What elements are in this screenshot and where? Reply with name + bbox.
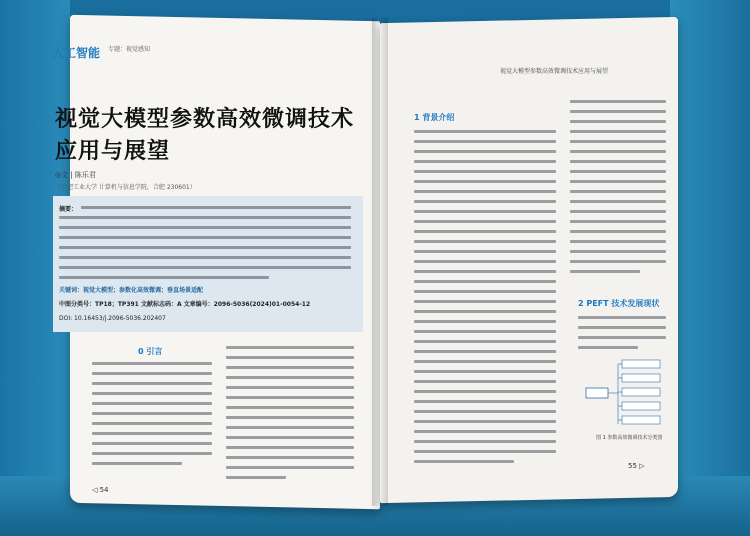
body-text-line (226, 446, 354, 449)
body-text-line (414, 250, 556, 253)
body-text-line (578, 326, 666, 329)
body-text-line (414, 130, 556, 133)
body-text-line (414, 360, 556, 363)
body-text-line (414, 210, 556, 213)
body-text-line (414, 240, 556, 243)
body-text-line (570, 150, 666, 153)
diagram-branch-box (622, 360, 660, 368)
body-text-line (570, 260, 666, 263)
doi: DOI: 10.16453/j.2096-5036.202407 (59, 315, 166, 322)
body-text-line (570, 110, 666, 113)
body-text-line (570, 190, 666, 193)
diagram-branch-box (622, 416, 660, 424)
body-text-line (570, 170, 666, 173)
abstract-text-line (59, 256, 351, 259)
body-text-line (414, 300, 556, 303)
body-text-line (414, 140, 556, 143)
page-number-left: ◁ 54 (92, 486, 109, 494)
body-text-line (226, 416, 354, 419)
body-text-line (92, 422, 212, 425)
body-text-line (414, 230, 556, 233)
body-text-line (414, 350, 556, 353)
body-text-line (414, 440, 556, 443)
abstract-text-line (59, 246, 351, 249)
body-text-line (226, 466, 354, 469)
body-text-line (226, 386, 354, 389)
body-text-line (414, 160, 556, 163)
body-text-line (414, 380, 556, 383)
article-title-line1: 视觉大模型参数高效微调技术 (55, 107, 355, 132)
abstract-text-line (59, 276, 269, 279)
body-text-line (226, 406, 354, 409)
diagram-branch-box (622, 374, 660, 382)
abstract-text-line (59, 216, 351, 219)
body-text-line (570, 270, 640, 273)
section-heading-peft: 2 PEFT 技术发展现状 (578, 299, 660, 308)
body-text-line (578, 336, 666, 339)
section-heading-background: 1 背景介绍 (414, 113, 455, 122)
diagram-branch-box (622, 388, 660, 396)
classification: 中图分类号：TP18；TP391 文献标志码：A 文章编号：2096-5036(2024)01-0054-12 (59, 301, 311, 308)
body-text-line (414, 150, 556, 153)
body-text-line (570, 100, 666, 103)
body-text-line (414, 390, 556, 393)
body-text-line (570, 240, 666, 243)
body-text-line (414, 400, 556, 403)
body-text-line (414, 340, 556, 343)
abstract-text-line (59, 236, 351, 239)
body-text-line (570, 120, 666, 123)
body-text-line (570, 230, 666, 233)
background-right (670, 0, 750, 536)
classification-diagram (584, 358, 664, 430)
body-text-line (570, 220, 666, 223)
body-text-line (226, 456, 354, 459)
body-text-line (414, 370, 556, 373)
body-text-line (92, 442, 212, 445)
body-text-line (226, 376, 354, 379)
body-text-line (92, 402, 212, 405)
body-text-line (226, 346, 354, 349)
body-text-line (414, 320, 556, 323)
body-text-line (92, 432, 212, 435)
abstract-box (53, 196, 363, 332)
article-title-line2: 应用与展望 (55, 139, 171, 164)
body-text-line (226, 436, 354, 439)
body-text-line (92, 452, 212, 455)
diagram-root-box (586, 388, 608, 398)
body-text-line (414, 430, 556, 433)
body-text-line (92, 372, 212, 375)
abstract-text-line (81, 206, 351, 209)
body-text-line (578, 346, 638, 349)
body-text-line (570, 250, 666, 253)
body-text-line (414, 330, 556, 333)
running-header-right: 视觉大模型参数高效微调技术应用与展望 (500, 68, 609, 75)
body-text-line (92, 462, 182, 465)
page-number-right: 55 ▷ (628, 462, 645, 470)
body-text-line (570, 160, 666, 163)
header-logo: 人工智能 (52, 46, 101, 60)
affiliation: （合肥工业大学 计算机与信息学院，合肥 230601） (55, 184, 196, 191)
book-spine (372, 18, 388, 506)
body-text-line (414, 270, 556, 273)
body-text-line (414, 460, 514, 463)
body-text-line (414, 420, 556, 423)
body-text-line (92, 382, 212, 385)
body-text-line (226, 396, 354, 399)
body-text-line (414, 280, 556, 283)
body-text-line (414, 170, 556, 173)
keywords: 关键词：视觉大模型；参数化高效微调；垂直场景适配 (59, 287, 204, 294)
abstract-text-line (59, 226, 351, 229)
body-text-line (92, 412, 212, 415)
body-text-line (226, 476, 286, 479)
body-text-line (414, 290, 556, 293)
header-topic: 专题：视觉感知 (108, 46, 151, 53)
body-text-line (570, 180, 666, 183)
diagram-branch-box (622, 402, 660, 410)
body-text-line (92, 392, 212, 395)
body-text-line (414, 180, 556, 183)
author: ◎文 | 陈乐君 (55, 171, 96, 179)
body-text-line (570, 210, 666, 213)
body-text-line (226, 426, 354, 429)
body-text-line (414, 450, 556, 453)
figure-caption: 图 1 参数高效微调技术分类图 (596, 435, 663, 441)
body-text-line (414, 200, 556, 203)
body-text-line (570, 130, 666, 133)
abstract-text-line (59, 266, 351, 269)
body-text-line (226, 366, 354, 369)
body-text-line (570, 200, 666, 203)
body-text-line (226, 356, 354, 359)
section-heading-intro: 0 引言 (138, 347, 163, 356)
body-text-line (414, 310, 556, 313)
body-text-line (414, 190, 556, 193)
body-text-line (414, 220, 556, 223)
abstract-lead: 摘要： (59, 206, 78, 213)
body-text-line (570, 140, 666, 143)
body-text-line (414, 260, 556, 263)
body-text-line (578, 316, 666, 319)
body-text-line (414, 410, 556, 413)
body-text-line (92, 362, 212, 365)
